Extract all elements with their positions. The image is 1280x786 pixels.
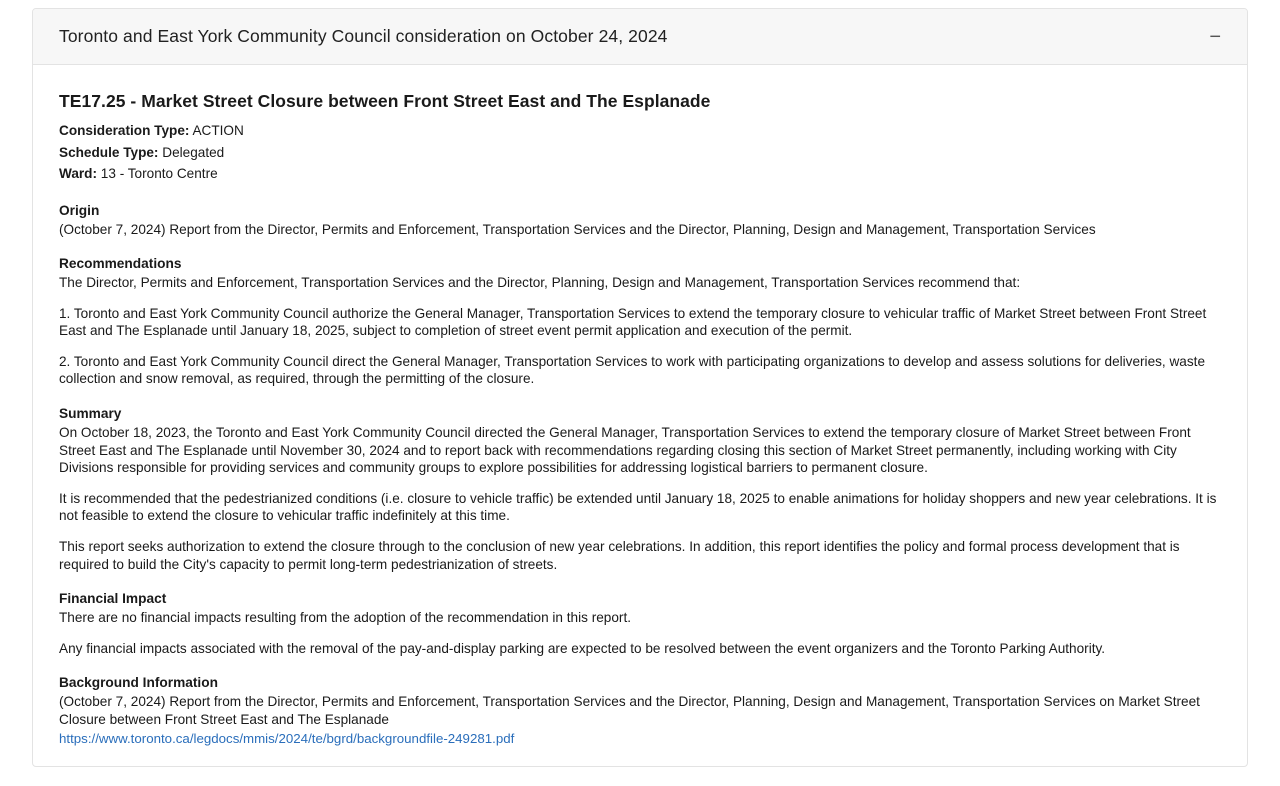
page-title: TE17.25 - Market Street Closure between Front Street East and The Esplanade <box>59 91 711 111</box>
section-heading: Financial Impact <box>59 591 167 607</box>
meta-row-ward <box>59 163 1221 185</box>
section-paragraph: (October 7, 2024) Report from the Director, Permits and Enforcement, Transportation Services and the Director, Planning, Design and Management, Transportation Services on Market Street Closure between Front Street East and The Esplanade <box>59 694 1200 727</box>
section-paragraph: This report seeks authorization to extend the closure through to the conclusion of new year celebrations. In addition, this report identifies the policy and formal process development that is required to build the City's capacity to permit long-term pedestrianization of streets. <box>59 539 1180 572</box>
section-summary <box>59 406 1221 573</box>
meta-value: ACTION <box>192 123 244 138</box>
meta-row-consideration-type <box>59 120 1221 142</box>
background-file-link[interactable]: https://www.toronto.ca/legdocs/mmis/2024/te/bgrd/backgroundfile-249281.pdf <box>59 730 515 746</box>
section-paragraph: 1. Toronto and East York Community Council authorize the General Manager, Transportation Services to extend the temporary closure to vehicular traffic of Market Street between Front Street East and The Esplanade until January 18, 2025, subject to completion of street event permit application and execution of the permit. <box>59 305 1207 339</box>
panel-header-title: Toronto and East York Community Council consideration on October 24, 2024 <box>59 26 668 46</box>
meta-label: Consideration Type: <box>59 123 190 138</box>
collapse-minus-icon[interactable]: − <box>1209 25 1221 48</box>
section-heading: Recommendations <box>59 256 182 272</box>
section-financial-impact <box>59 591 1221 657</box>
section-recommendations <box>59 256 1221 388</box>
meta-label: Schedule Type: <box>59 144 159 160</box>
section-paragraph: The Director, Permits and Enforcement, Transportation Services and the Director, Planning, Design and Management, Transportation Services recommend that: <box>59 275 1021 291</box>
section-background-information <box>59 675 1221 747</box>
meta-row-schedule-type <box>59 142 1221 164</box>
section-heading: Origin <box>59 202 100 218</box>
section-origin <box>59 203 1221 239</box>
meta-value: 13 - Toronto Centre <box>100 166 218 181</box>
section-paragraph: Any financial impacts associated with the removal of the pay-and-display parking are expected to be resolved between the event organizers and the Toronto Parking Authority. <box>59 640 1106 656</box>
panel-header[interactable] <box>33 9 1247 65</box>
section-paragraph: (October 7, 2024) Report from the Director, Permits and Enforcement, Transportation Services and the Director, Planning, Design and Management, Transportation Services <box>59 221 1096 237</box>
section-paragraph: There are no financial impacts resulting from the adoption of the recommendation in this report. <box>59 610 631 626</box>
section-heading: Summary <box>59 406 122 422</box>
section-paragraph: On October 18, 2023, the Toronto and East York Community Council directed the General Manager, Transportation Services to extend the temporary closure of Market Street between Front Street East and The Esplanade until November 30, 2024 and to report back with recommendations regarding closing this section of Market Street permanently, including working with City Divisions responsible for providing services and community groups to explore possibilities for addressing logistical barriers to permanent closure. <box>59 425 1191 476</box>
agenda-item-panel <box>32 8 1248 767</box>
section-paragraph: It is recommended that the pedestrianized conditions (i.e. closure to vehicle traffic) be extended until January 18, 2025 to enable animations for holiday shoppers and new year celebrations. It is not feasible to extend the closure to vehicular traffic indefinitely at this time. <box>59 490 1217 524</box>
section-heading: Background Information <box>59 675 218 691</box>
section-paragraph: 2. Toronto and East York Community Council direct the General Manager, Transportation Services to work with participating organizations to develop and assess solutions for deliveries, waste collection and snow removal, as required, through the permitting of the closure. <box>59 353 1206 387</box>
meta-label: Ward: <box>59 166 98 181</box>
panel-body <box>33 65 1247 766</box>
meta-value: Delegated <box>162 144 225 160</box>
